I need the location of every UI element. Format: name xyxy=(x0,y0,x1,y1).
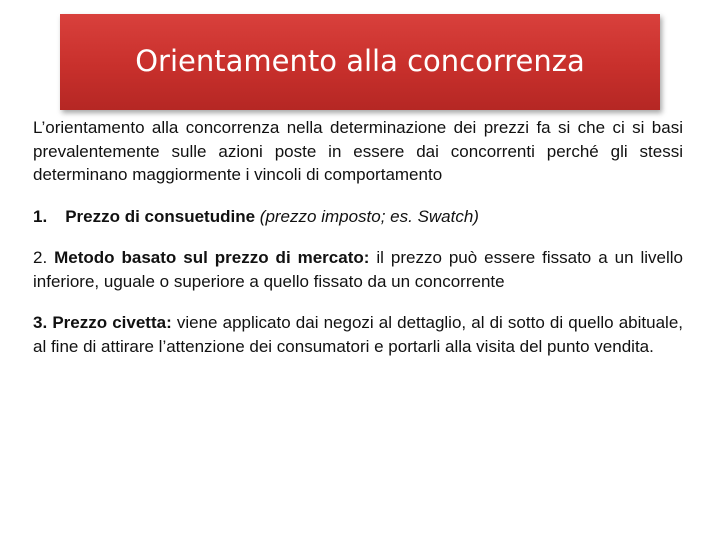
slide-body xyxy=(33,116,683,358)
slide-title: Orientamento alla concorrenza xyxy=(135,44,585,78)
list-item-3-number: 3. xyxy=(33,313,48,332)
intro-paragraph: L’orientamento alla concorrenza nella determinazione dei prezzi fa si che ci si basi prevalentemente sulle azioni poste in essere dai concorrenti perché gli stessi determinano maggiormente i vincoli di comportamento xyxy=(33,118,683,184)
list-item-3-detail: viene applicato dai negozi al dettaglio, al di sotto di quello abituale, al fine di attirare l’attenzione dei consumatori e portarli alla visita del punto vendita. xyxy=(33,313,683,356)
list-item-1-number: 1. xyxy=(33,206,48,226)
list-item-1-lead: Prezzo di consuetudine xyxy=(65,206,256,226)
list-item-2 xyxy=(33,246,683,293)
list-item-3-lead: Prezzo civetta: xyxy=(52,313,172,332)
list-item-1-detail: (prezzo imposto; es. Swatch) xyxy=(259,206,479,226)
list-item-2-detail: il prezzo può essere fissato a un livello inferiore, uguale o superiore a quello fissato da un concorrente xyxy=(33,248,683,291)
list-item-2-lead: Metodo basato sul prezzo di mercato: xyxy=(54,248,370,267)
list-item-1 xyxy=(33,205,683,229)
title-banner xyxy=(60,14,660,110)
list-item-3 xyxy=(33,311,683,358)
list-item-2-number: 2. xyxy=(33,248,48,267)
